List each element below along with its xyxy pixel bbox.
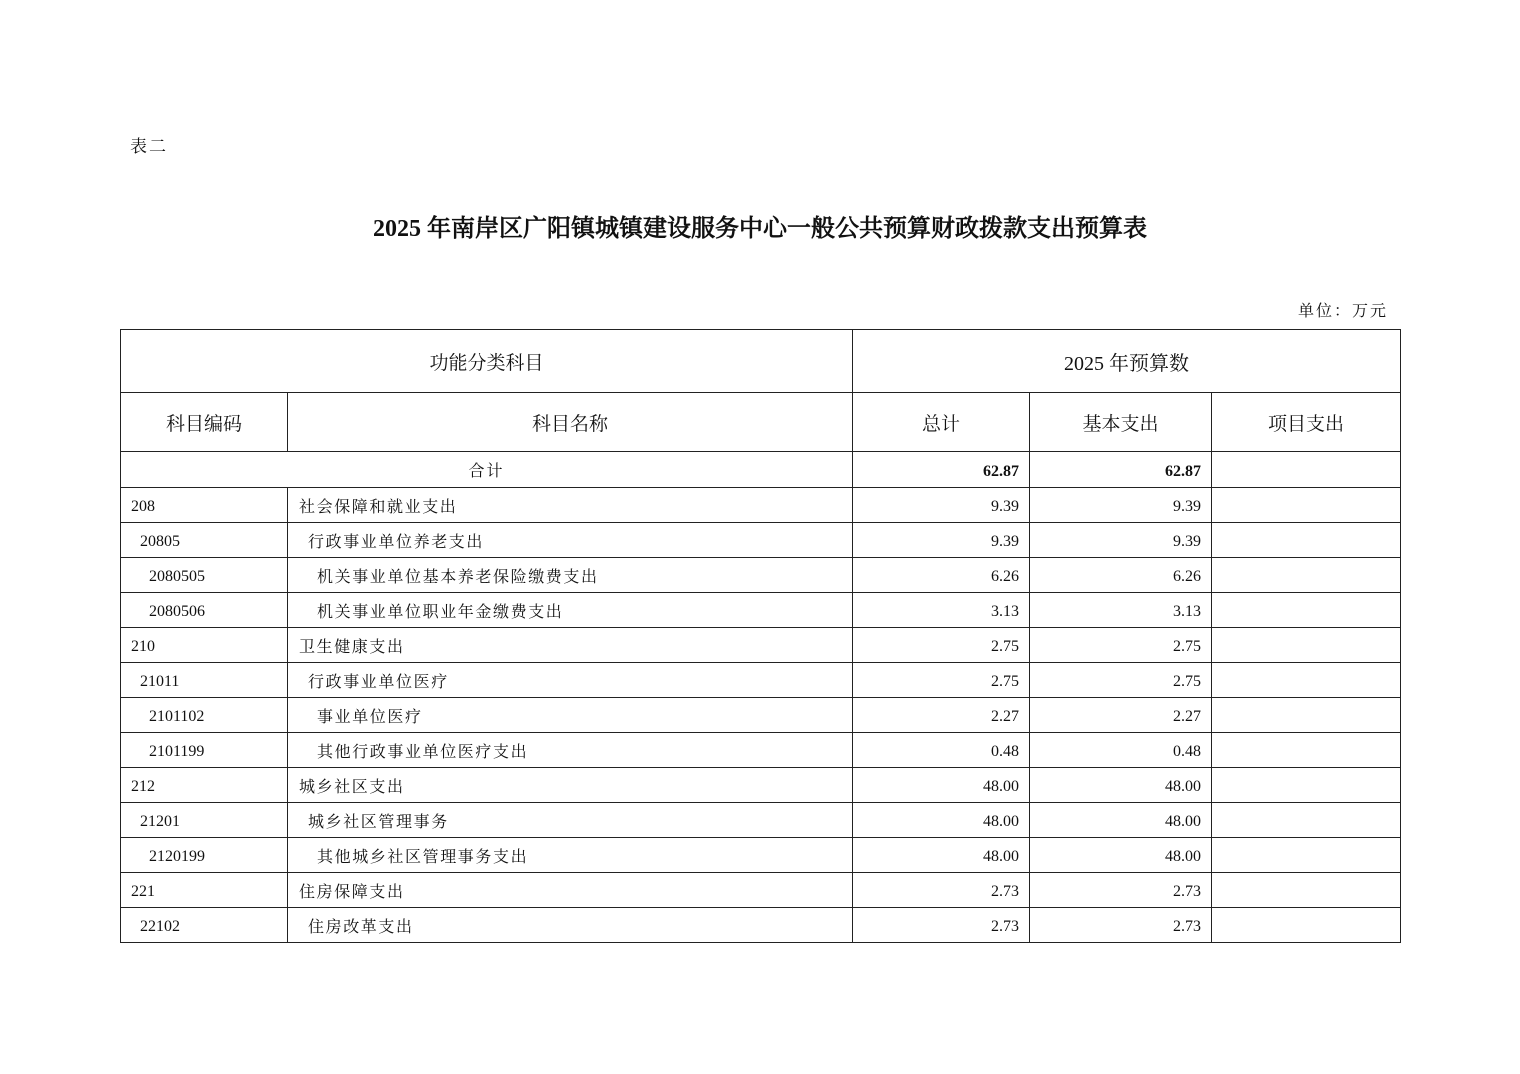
subject-name: 其他行政事业单位医疗支出 [288, 733, 853, 768]
total-value: 6.26 [853, 558, 1030, 593]
table-row [121, 558, 1401, 593]
subject-code: 212 [121, 768, 288, 803]
table-row [121, 698, 1401, 733]
project-expense-value [1212, 838, 1401, 873]
table-row [121, 838, 1401, 873]
subject-code: 2101199 [121, 733, 288, 768]
total-value: 48.00 [853, 838, 1030, 873]
basic-expense-value: 48.00 [1030, 768, 1212, 803]
table-row [121, 873, 1401, 908]
header-function-category: 功能分类科目 [121, 330, 853, 393]
column-header-basic: 基本支出 [1030, 393, 1212, 452]
table-label: 表二 [130, 137, 168, 156]
summary-project [1212, 452, 1401, 488]
basic-expense-value: 9.39 [1030, 523, 1212, 558]
page-title: 2025 年南岸区广阳镇城镇建设服务中心一般公共预算财政拨款支出预算表 [373, 216, 1147, 242]
subject-code: 2080506 [121, 593, 288, 628]
subject-name: 城乡社区管理事务 [288, 803, 853, 838]
subject-name: 机关事业单位职业年金缴费支出 [288, 593, 853, 628]
total-value: 2.75 [853, 628, 1030, 663]
subject-code: 2080505 [121, 558, 288, 593]
table-row [121, 593, 1401, 628]
project-expense-value [1212, 593, 1401, 628]
table-row [121, 523, 1401, 558]
unit-label: 单位：万元 [1297, 303, 1388, 320]
basic-expense-value: 2.75 [1030, 663, 1212, 698]
column-header-name: 科目名称 [288, 393, 853, 452]
table-row [121, 628, 1401, 663]
header-budget-year: 2025 年预算数 [853, 330, 1401, 393]
column-header-total: 总计 [853, 393, 1030, 452]
total-value: 2.73 [853, 873, 1030, 908]
subject-code: 22102 [121, 908, 288, 943]
subject-name: 卫生健康支出 [288, 628, 853, 663]
total-value: 0.48 [853, 733, 1030, 768]
subject-name: 机关事业单位基本养老保险缴费支出 [288, 558, 853, 593]
table-row [121, 768, 1401, 803]
subject-code: 21201 [121, 803, 288, 838]
table-row [121, 488, 1401, 523]
summary-total: 62.87 [853, 452, 1030, 488]
subject-code: 21011 [121, 663, 288, 698]
total-value: 2.73 [853, 908, 1030, 943]
project-expense-value [1212, 908, 1401, 943]
subject-code: 20805 [121, 523, 288, 558]
column-header-project: 项目支出 [1212, 393, 1401, 452]
project-expense-value [1212, 628, 1401, 663]
basic-expense-value: 2.73 [1030, 908, 1212, 943]
subject-code: 208 [121, 488, 288, 523]
subject-name: 行政事业单位养老支出 [288, 523, 853, 558]
total-value: 2.75 [853, 663, 1030, 698]
summary-basic: 62.87 [1030, 452, 1212, 488]
basic-expense-value: 48.00 [1030, 838, 1212, 873]
basic-expense-value: 48.00 [1030, 803, 1212, 838]
subject-name: 行政事业单位医疗 [288, 663, 853, 698]
header-column-row [121, 393, 1401, 452]
basic-expense-value: 3.13 [1030, 593, 1212, 628]
summary-row [121, 452, 1401, 488]
subject-name: 事业单位医疗 [288, 698, 853, 733]
total-value: 9.39 [853, 488, 1030, 523]
table-row [121, 733, 1401, 768]
subject-name: 住房改革支出 [288, 908, 853, 943]
table-row [121, 663, 1401, 698]
project-expense-value [1212, 488, 1401, 523]
subject-name: 社会保障和就业支出 [288, 488, 853, 523]
summary-label: 合计 [121, 452, 853, 488]
table-row [121, 908, 1401, 943]
project-expense-value [1212, 803, 1401, 838]
project-expense-value [1212, 768, 1401, 803]
project-expense-value [1212, 873, 1401, 908]
subject-code: 2101102 [121, 698, 288, 733]
subject-name: 城乡社区支出 [288, 768, 853, 803]
subject-code: 210 [121, 628, 288, 663]
column-header-code: 科目编码 [121, 393, 288, 452]
basic-expense-value: 9.39 [1030, 488, 1212, 523]
subject-code: 2120199 [121, 838, 288, 873]
basic-expense-value: 2.27 [1030, 698, 1212, 733]
header-group-row [121, 330, 1401, 393]
subject-name: 其他城乡社区管理事务支出 [288, 838, 853, 873]
project-expense-value [1212, 523, 1401, 558]
budget-table [120, 329, 1401, 943]
basic-expense-value: 6.26 [1030, 558, 1212, 593]
project-expense-value [1212, 558, 1401, 593]
basic-expense-value: 2.75 [1030, 628, 1212, 663]
total-value: 3.13 [853, 593, 1030, 628]
total-value: 48.00 [853, 803, 1030, 838]
project-expense-value [1212, 698, 1401, 733]
table-row [121, 803, 1401, 838]
subject-name: 住房保障支出 [288, 873, 853, 908]
basic-expense-value: 0.48 [1030, 733, 1212, 768]
project-expense-value [1212, 733, 1401, 768]
project-expense-value [1212, 663, 1401, 698]
total-value: 48.00 [853, 768, 1030, 803]
total-value: 9.39 [853, 523, 1030, 558]
total-value: 2.27 [853, 698, 1030, 733]
basic-expense-value: 2.73 [1030, 873, 1212, 908]
subject-code: 221 [121, 873, 288, 908]
